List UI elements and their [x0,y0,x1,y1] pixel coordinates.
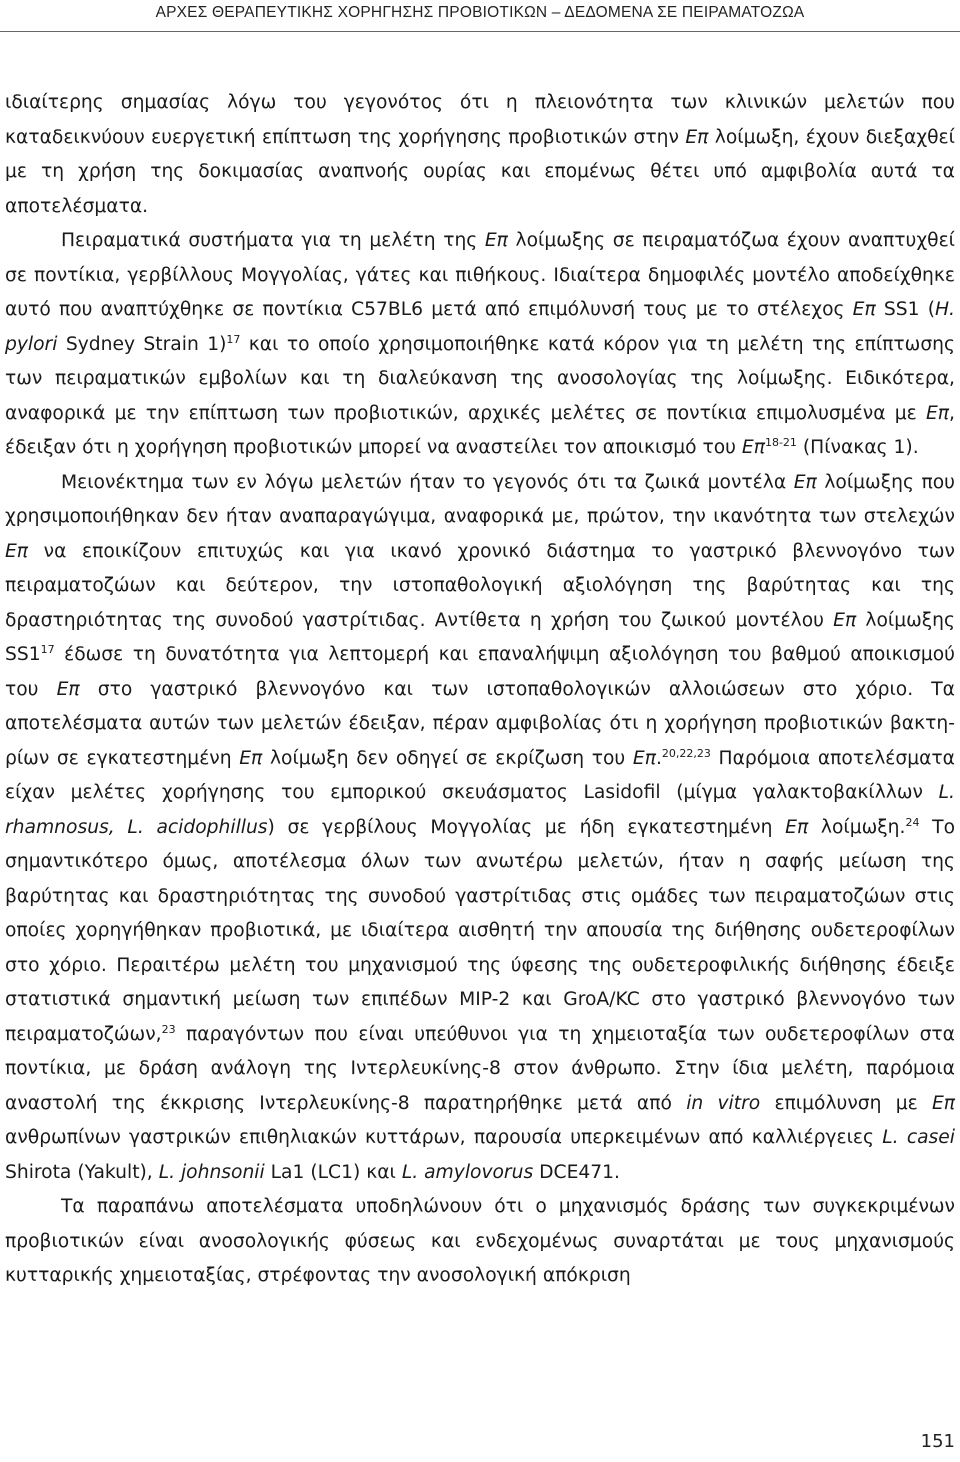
text-run: λοίμωξη. [808,816,906,838]
italic-term: L. rhamnosus, L. acidophillus [5,782,955,838]
text-run: Μειονέκτημα των εν λόγω μελετών ήταν το γεγονός ότι τα ζωικά μοντέλα [61,471,794,493]
text-run: DCE471. [533,1161,620,1183]
text-run: Πειραματικά συστήματα για τη μελέτη της [61,230,485,251]
italic-term: Επ [741,437,765,458]
italic-term: Επ [793,471,817,493]
italic-term: Επ [685,126,709,148]
paragraph [5,224,955,466]
italic-term: Επ [852,299,876,320]
italic-term: Επ [632,747,656,769]
italic-term: L. johnsonii [158,1161,265,1183]
text-run: λοίμωξης που χρησιμοποιήθηκαν δεν ήταν αναπαραγώγιμα, αναφορικά με, πρώτον, την ικανότητα των στελεχών [5,471,955,527]
text-run: ανθρωπίνων γαστρικών επιθηλιακών κυττάρων, παρουσία υπερκειμένων από καλλιέργειες [5,1127,883,1148]
text-run: παραγόντων που είναι υπεύθυνοι για τη χημειοταξία των ουδετεροφίλων στα ποντίκια, με δράση ανάλογη της Ιντερλευκίνης-8 στον άνθρωπο. Στην ίδια μελέτη, παρόμοια αναστολή της έκκρισης Ιντερλευκίνης-8 παρατηρήθηκε μετά από [5,1023,955,1114]
text-run: ιδιαίτερης σημασίας λόγω του γεγονότος ότι η πλειονότητα των κλινικών μελετών που καταδεικνύουν ευεργετική επίπτωση της χορήγησης προβιοτικών στην [5,92,955,148]
text-run: λοίμωξης SS1 [5,609,955,665]
text-run: λοίμωξη, έχουν διεξαχθεί με τη χρήση της δοκιμασίας αναπνοής ουρίας και επομένως θέτει υπό αμφιβολία αυτά τα αποτελέσματα. [5,126,955,217]
text-run: Sydney Strain 1) [57,333,227,355]
text-run: (Πίνακας 1). [796,437,919,458]
text-run: και το οποίο χρησιμοποιήθηκε κατά κόρον για τη μελέτη της επίπτωσης των πειραματικών εμβολίων και τη διαλεύκανση της ανοσολογίας της λοίμωξης. Ειδικότερα, αναφορικά με την επίπτωση των προβιοτικών, αρχικές μελέτες σε ποντίκια επιμολυσμένα με [5,333,955,424]
text-run: La1 (LC1) και [264,1161,402,1183]
header-rule [0,31,960,32]
page-number: 151 [920,1431,955,1452]
citation-superscript: 23 [161,1022,176,1036]
citation-superscript: 20,22,23 [661,746,711,760]
text-run: στο γαστρικό βλεννογόνο και των ιστοπαθολογικών αλλοιώσεων στο χόριο. Τα αποτελέσματα αυτών των μελετών έδειξαν, πέραν αμφιβολίας ότι η χορήγηση προβιοτικών βακτηρίων σε εγκατεστημένη [5,678,955,769]
citation-superscript: 18-21 [764,436,797,449]
text-run: έδωσε τη δυνατότητα για λεπτομερή και επαναλήψιμη αξιολόγηση του βαθμού αποικισμού του [5,644,955,700]
italic-term: L. casei [882,1127,955,1148]
paragraph [5,86,955,224]
paragraph [5,1190,955,1294]
text-run: Παρόμοια αποτελέσματα είχαν μελέτες χορήγησης του εμπορικού σκευάσματος Lasidofil (μίγμα γαλακτοβακίλλων [5,747,955,803]
body-text [5,86,955,1294]
italic-term: Επ [239,747,263,769]
text-run: Τα παραπάνω αποτελέσματα υποδηλώνουν ότι ο μηχανισμός δράσης των συγκεκριμένων προβιοτικών είναι ανοσολογικής φύσεως και ενδεχομένως συναρτάται με τους μηχανισμούς κυτταρικής χημειοταξίας, στρέφοντας την ανοσολογική απόκριση [5,1196,955,1286]
citation-superscript: 17 [226,332,241,346]
citation-superscript: 24 [905,815,920,829]
italic-term: Επ [925,402,950,424]
text-run: SS1 ( [875,299,935,320]
italic-term: Επ [833,609,857,631]
text-run: Το σημαντικότερο όμως, αποτέλεσμα όλων των ανωτέρω μελετών, ήταν η σαφής μείωση της βαρύτητας και δραστηριότητας της συνοδού γαστρίτιδας στις ομάδες των πειραματοζώων στις οποίες χορηγήθηκαν προβιοτικά, με ιδιαίτερα αισθητή την απουσία της διήθησης ουδετεροφίλων στο χόριο. Περαιτέρω μελέτη του μηχανισμού της ύφεσης της ουδετεροφιλικής διήθησης έδειξε στατιστικά σημαντική μείωση των επιπέδων MIP-2 και GroA/KC στο γαστρικό βλεννογόνο των πειραματοζώων, [5,816,956,1045]
text-run: λοίμωξης σε πειραματόζωα έχουν αναπτυχθεί σε ποντίκια, γερβίλλους Μογγολίας, γάτες και πιθήκους. Ιδιαίτερα δημοφιλές μοντέλο αποδείχθηκε αυτό που αναπτύχθηκε σε ποντίκια C57BL6 μετά από επιμόλυνσή τους με το στέλεχος [5,230,955,320]
running-header: ΑΡΧΕΣ ΘΕΡΑΠΕΥΤΙΚΗΣ ΧΟΡΗΓΗΣΗΣ ΠΡΟΒΙΟΤΙΚΩΝ – ΔΕΔΟΜΕΝΑ ΣΕ ΠΕΙΡΑΜΑΤΟΖΩΑ [155,4,805,21]
text-run: . [655,747,662,769]
text-run: να εποικίζουν επιτυχώς και για ικανό χρονικό διάστημα το γαστρικό βλεννογόνο των πειραματοζώων και δεύτερον, την ιστοπαθολογική αξιολόγηση της βαρύτητας και της δραστηριότητας της συνοδού γαστρίτιδας. Αντίθετα η χρήση του ζωικού μοντέλου [5,540,955,631]
italic-term: L. amylovorus [401,1161,534,1183]
text-run: , έδειξαν ότι η χορήγηση προβιοτικών μπορεί να αναστείλει τον αποικισμό του [5,402,955,458]
citation-superscript: 17 [40,643,55,656]
italic-term: H. pylori [5,299,955,355]
italic-term: Επ [931,1092,956,1114]
italic-term: Επ [56,678,80,700]
italic-term: Επ [484,230,508,251]
italic-term: in vitro [686,1092,761,1114]
text-run: Shirota (Yakult), [5,1161,159,1183]
text-run: ) σε γερβίλους Μογγολίας με ήδη εγκατεστημένη [267,816,786,838]
text-run: λοίμωξη δεν οδηγεί σε εκρίζωση του [262,747,633,769]
text-run: επιμόλυνση με [760,1092,932,1114]
italic-term: Επ [5,540,29,562]
italic-term: Επ [785,816,809,838]
paragraph [5,466,955,1191]
